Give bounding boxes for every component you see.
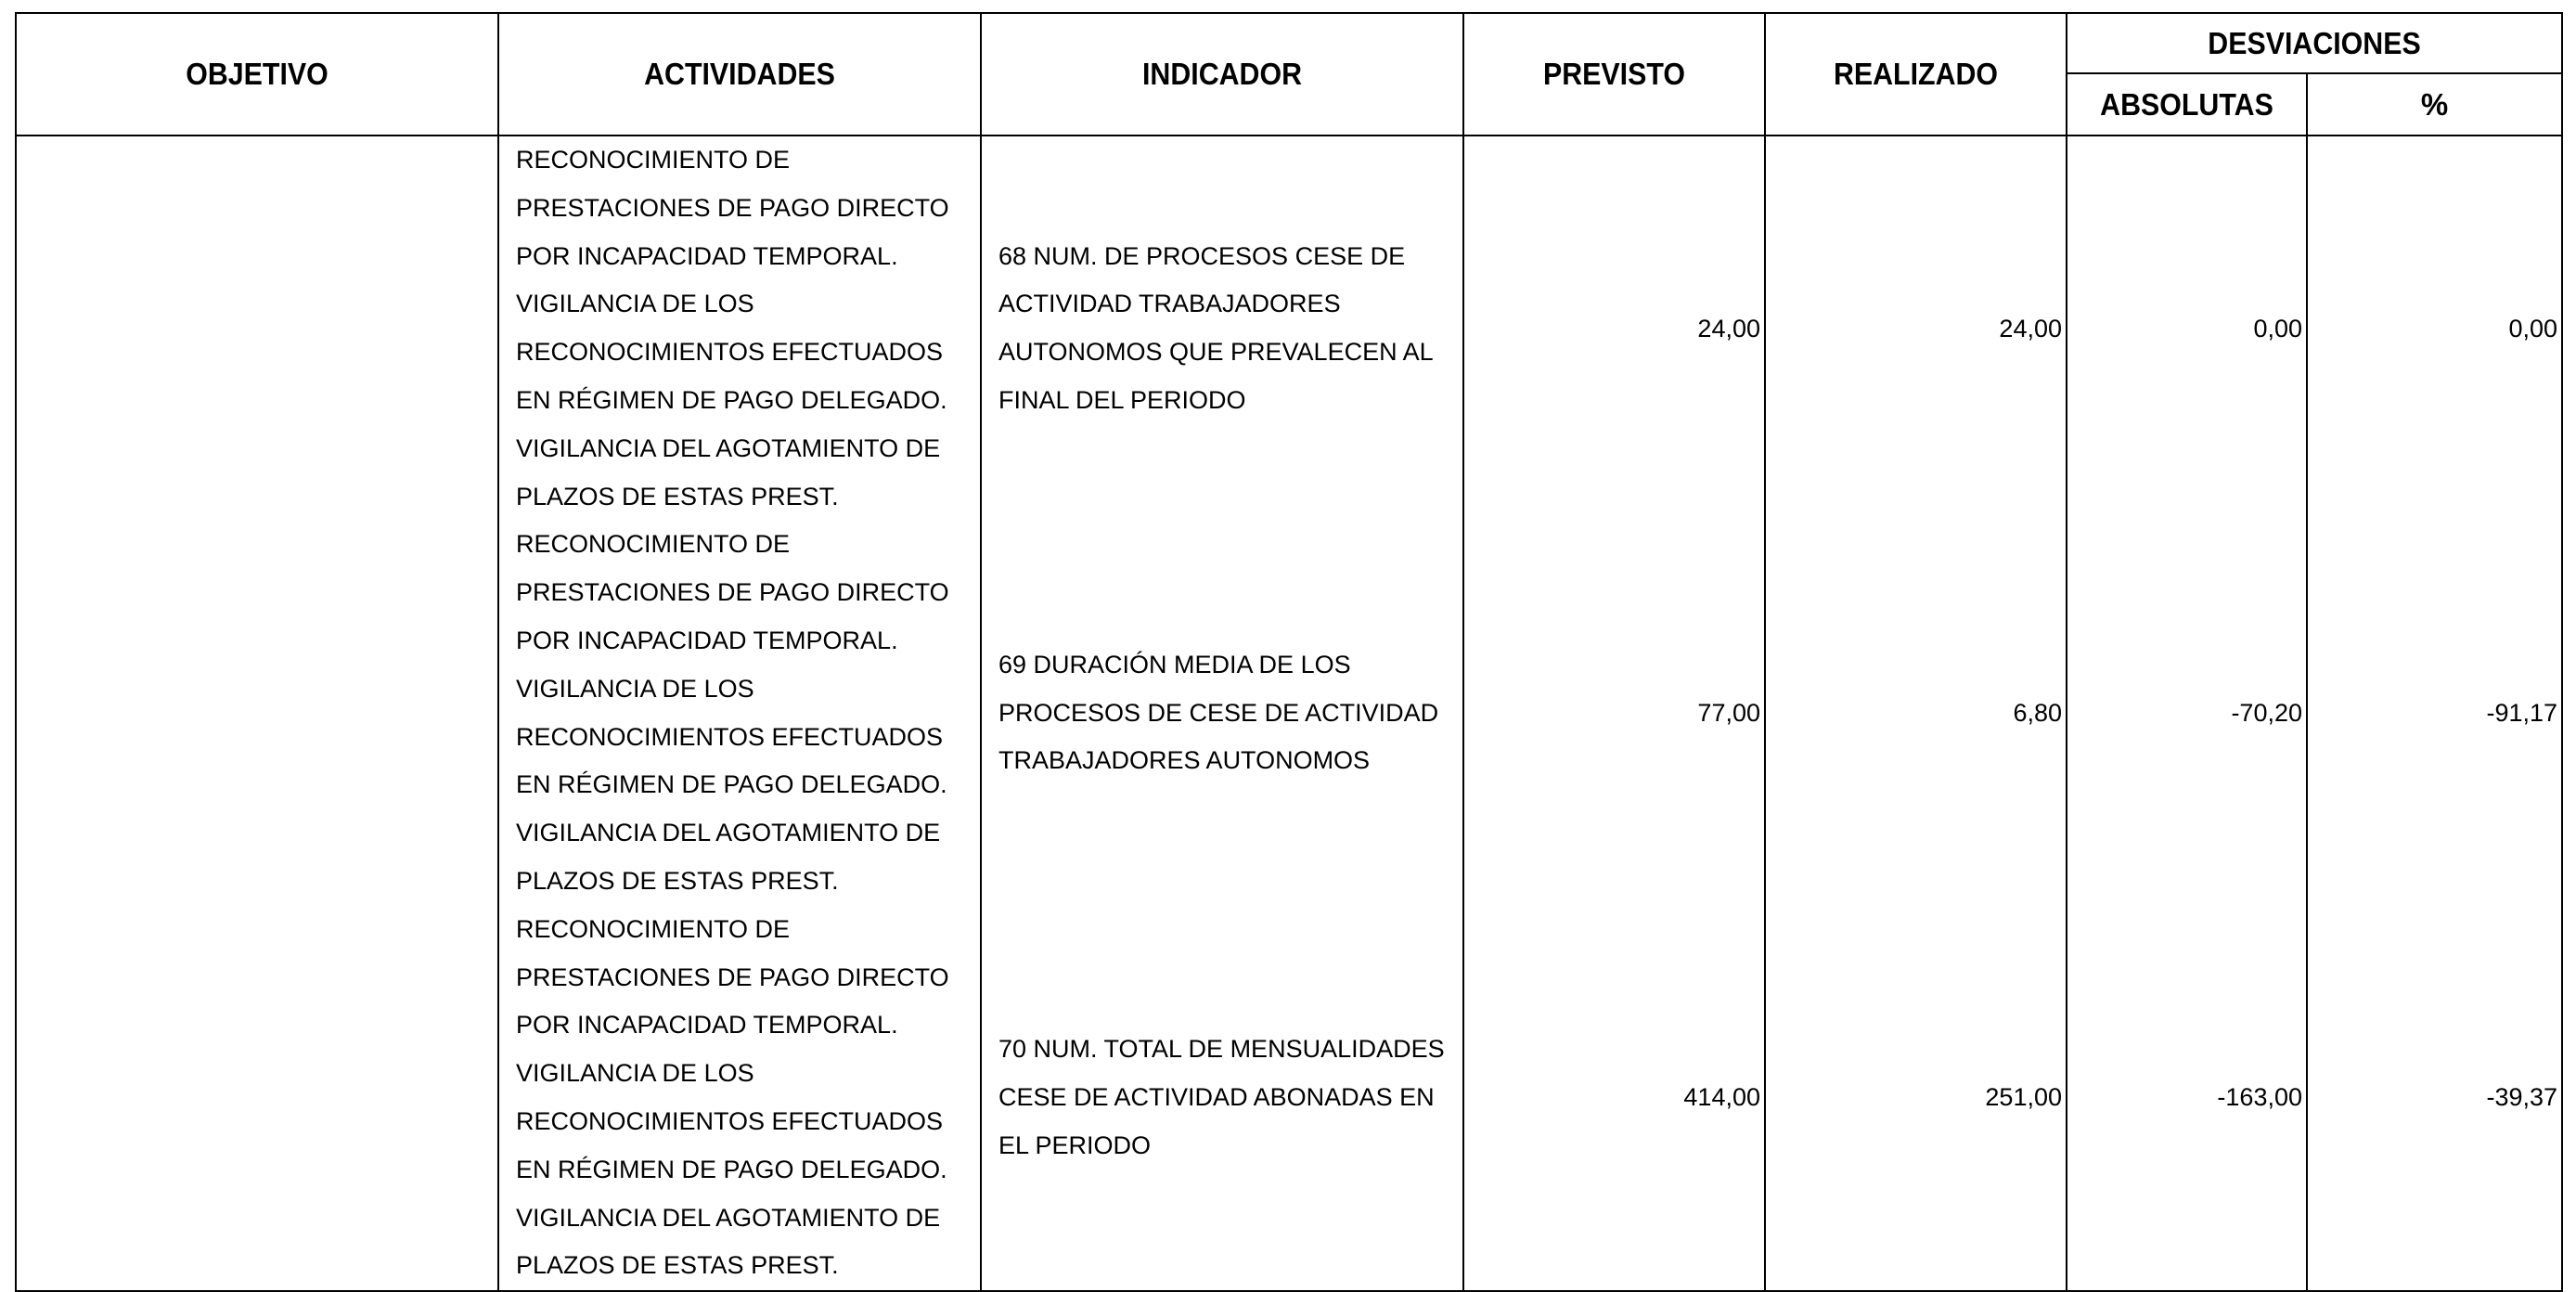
table-row [16,521,2562,905]
cell-actividad [498,906,981,1291]
cell-objetivo [16,136,498,521]
report-sheet [15,12,2561,1280]
header-porcentaje: % [2307,73,2562,136]
cell-objetivo [16,906,498,1291]
cell-previsto: 414,00 [1463,906,1765,1291]
cell-previsto: 77,00 [1463,521,1765,905]
actividad-text: RECONOCIMIENTO DE PRESTACIONES DE PAGO DIRECTO POR INCAPACIDAD TEMPORAL. VIGILANCIA DE LOS RECONOCIMIENTOS EFECTUADOS EN RÉGIMEN DE PAGO DELEGADO. VIGILANCIA DEL AGOTAMIENTO DE PLAZOS DE ESTAS PREST. [516,530,949,895]
table-body [16,136,2562,1291]
cell-realizado: 251,00 [1765,906,2067,1291]
table-header [16,13,2562,136]
cell-porcentaje: -91,17 [2307,521,2562,905]
cell-objetivo [16,521,498,905]
cell-indicador [981,906,1463,1291]
actividad-text: RECONOCIMIENTO DE PRESTACIONES DE PAGO DIRECTO POR INCAPACIDAD TEMPORAL. VIGILANCIA DE LOS RECONOCIMIENTOS EFECTUADOS EN RÉGIMEN DE PAGO DELEGADO. VIGILANCIA DEL AGOTAMIENTO DE PLAZOS DE ESTAS PREST. [516,914,949,1280]
table-row [16,906,2562,1291]
indicador-text: 69 DURACIÓN MEDIA DE LOS PROCESOS DE CESE DE ACTIVIDAD TRABAJADORES AUTONOMOS [998,650,1439,775]
cell-absolutas: 0,00 [2067,136,2307,521]
cell-previsto: 24,00 [1463,136,1765,521]
actividad-text: RECONOCIMIENTO DE PRESTACIONES DE PAGO DIRECTO POR INCAPACIDAD TEMPORAL. VIGILANCIA DE LOS RECONOCIMIENTOS EFECTUADOS EN RÉGIMEN DE PAGO DELEGADO. VIGILANCIA DEL AGOTAMIENTO DE PLAZOS DE ESTAS PREST. [516,146,949,510]
cell-porcentaje: -39,37 [2307,906,2562,1291]
indicators-table [15,12,2563,1292]
header-previsto: PREVISTO [1475,13,1753,136]
indicador-text: 68 NUM. DE PROCESOS CESE DE ACTIVIDAD TRABAJADORES AUTONOMOS QUE PREVALECEN AL FINAL DEL PERIODO [998,241,1433,414]
header-indicador: INDICADOR [1000,13,1444,136]
cell-indicador [981,521,1463,905]
header-desviaciones: DESVIACIONES [2086,13,2542,73]
cell-realizado: 24,00 [1765,136,2067,521]
cell-actividad [498,136,981,521]
header-absolutas: ABSOLUTAS [2076,73,2297,136]
indicador-text: 70 NUM. TOTAL DE MENSUALIDADES CESE DE ACTIVIDAD ABONADAS EN EL PERIODO [998,1035,1445,1159]
table-row [16,136,2562,521]
cell-absolutas: -70,20 [2067,521,2307,905]
cell-indicador [981,136,1463,521]
cell-actividad [498,521,981,905]
header-objetivo: OBJETIVO [35,13,479,136]
cell-absolutas: -163,00 [2067,906,2307,1291]
cell-realizado: 6,80 [1765,521,2067,905]
cell-porcentaje: 0,00 [2307,136,2562,521]
header-realizado: REALIZADO [1777,13,2054,136]
header-actividades: ACTIVIDADES [518,13,961,136]
